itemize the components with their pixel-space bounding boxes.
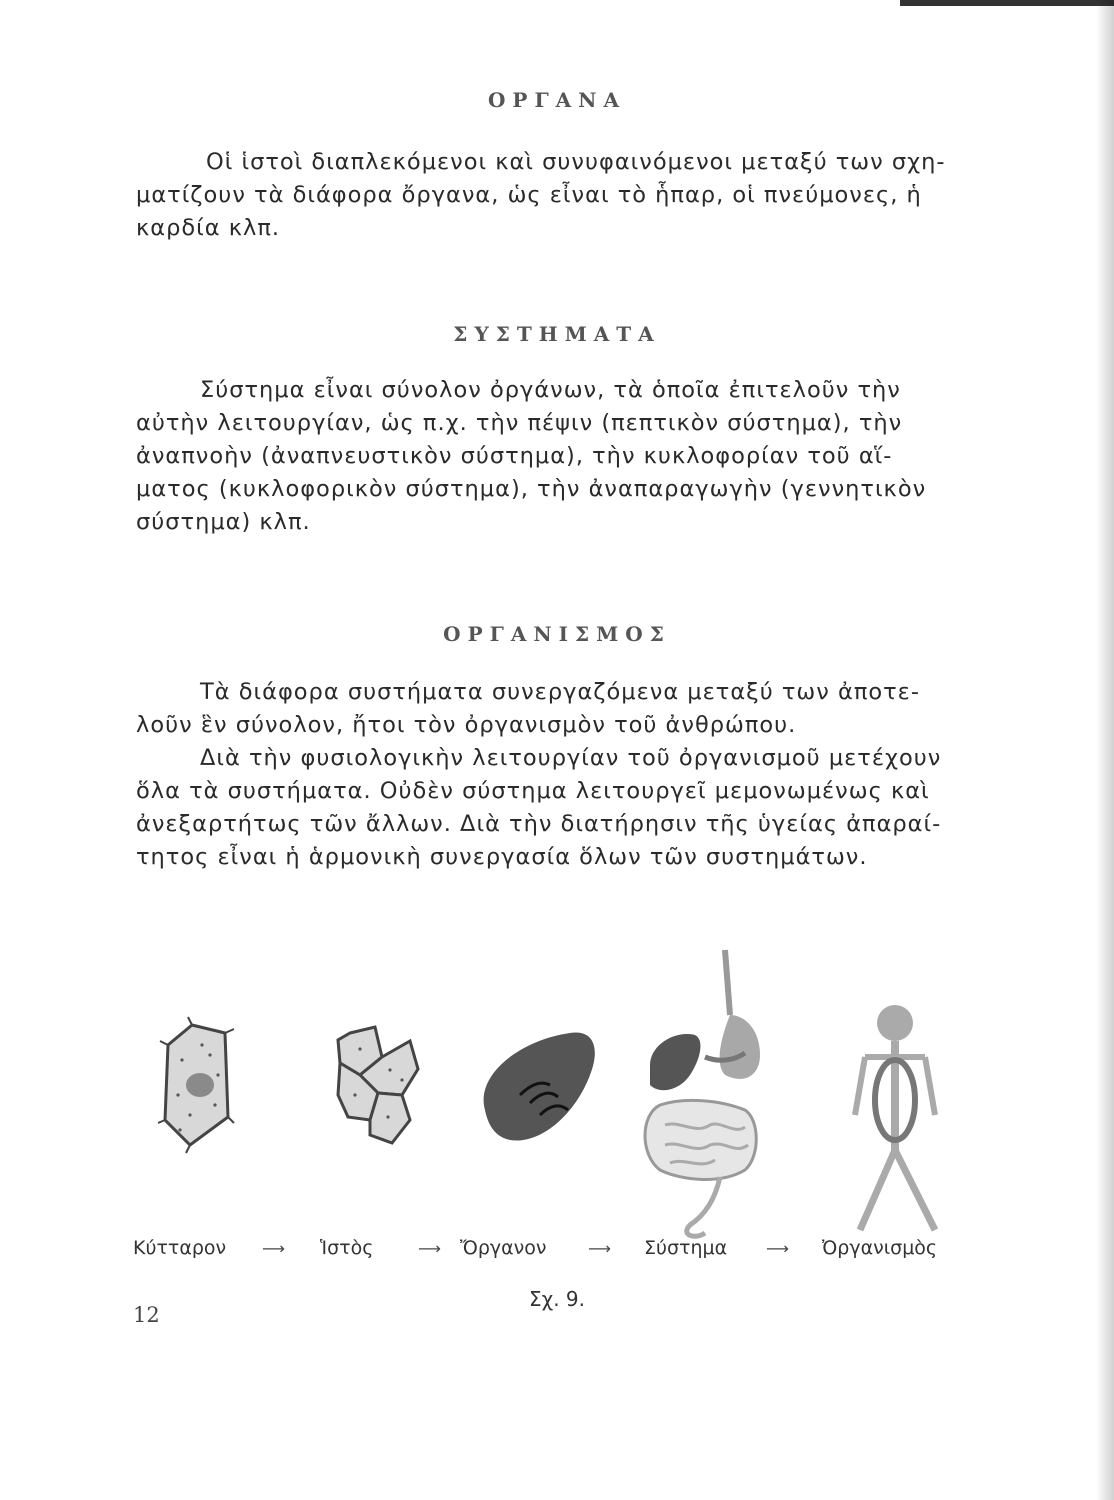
text-line: ἀναπνοὴν (ἀναπνευστικὸν σύστημα), τὴν κυκλοφορίαν τοῦ αἵ- bbox=[136, 443, 893, 469]
paragraph-systimata bbox=[136, 374, 978, 539]
text-line: ματίζουν τὰ διάφορα ὄργανα, ὡς εἶναι τὸ ἧπαρ, οἱ πνεύμονες, ἡ bbox=[136, 182, 922, 208]
organism-illustration bbox=[855, 1005, 935, 1230]
paragraph-organismos bbox=[136, 676, 978, 874]
page-number: 12 bbox=[133, 1303, 160, 1327]
figure-caption: Σχ. 9. bbox=[529, 1287, 585, 1311]
figure-cell-to-organism bbox=[120, 945, 1000, 1245]
text-line: ματος (κυκλοφορικὸν σύστημα), τὴν ἀναπαραγωγὴν (γεννητικὸν bbox=[136, 476, 927, 502]
cell-illustration bbox=[158, 1017, 234, 1153]
text-line: λοῦν ἓν σύνολον, ἤτοι τὸν ὀργανισμὸν τοῦ ἀνθρώπου. bbox=[136, 712, 797, 738]
text-line: ἀνεξαρτήτως τῶν ἄλλων. Διὰ τὴν διατήρησιν τῆς ὑγείας ἀπαραί- bbox=[136, 811, 942, 837]
heading-organa: ΟΡΓΑΝΑ bbox=[488, 88, 626, 112]
page-edge-shadow bbox=[1096, 0, 1114, 1500]
text-line: σύστημα) κλπ. bbox=[136, 509, 311, 535]
text-line: ὅλα τὰ συστήματα. Οὐδὲν σύστημα λειτουργεῖ μεμονωμένως καὶ bbox=[136, 778, 930, 804]
text-line: Τὰ διάφορα συστήματα συνεργαζόμενα μεταξύ των ἀποτε- bbox=[200, 679, 920, 705]
organ-illustration bbox=[484, 1033, 595, 1141]
label-system: Σύστημα bbox=[644, 1237, 728, 1259]
text-line: Σύστημα εἶναι σύνολον ὀργάνων, τὰ ὁποῖα ἐπιτελοῦν τὴν bbox=[200, 377, 901, 403]
system-illustration bbox=[645, 950, 760, 1236]
figure-labels bbox=[0, 1237, 1114, 1267]
scan-edge-shadow bbox=[900, 0, 1114, 6]
text-line: Διὰ τὴν φυσιολογικὴν λειτουργίαν τοῦ ὀργανισμοῦ μετέχουν bbox=[200, 745, 942, 771]
label-organ: Ὄργανον bbox=[460, 1237, 547, 1259]
arrow-icon: ⟶ bbox=[418, 1239, 441, 1258]
text-line: αὐτὴν λειτουργίαν, ὡς π.χ. τὴν πέψιν (πεπτικὸν σύστημα), τὴν bbox=[136, 410, 903, 436]
arrow-icon: ⟶ bbox=[588, 1239, 611, 1258]
label-tissue: Ἱστὸς bbox=[320, 1237, 374, 1259]
text-line: καρδία κλπ. bbox=[136, 215, 281, 241]
text-line: Οἱ ἱστοὶ διαπλεκόμενοι καὶ συνυφαινόμενοι μεταξύ των σχη- bbox=[206, 149, 946, 175]
paragraph-organa bbox=[136, 146, 978, 245]
figure-illustration bbox=[120, 945, 1000, 1245]
arrow-icon: ⟶ bbox=[262, 1239, 285, 1258]
heading-organismos: ΟΡΓΑΝΙΣΜΟΣ bbox=[443, 622, 671, 646]
heading-systimata: ΣΥΣΤΗΜΑΤΑ bbox=[453, 322, 661, 346]
tissue-illustration bbox=[338, 1027, 418, 1143]
label-cell: Κύτταρον bbox=[133, 1237, 227, 1259]
text-line: τητος εἶναι ἡ ἁρμονικὴ συνεργασία ὅλων τῶν συστημάτων. bbox=[136, 844, 868, 870]
arrow-icon: ⟶ bbox=[766, 1239, 789, 1258]
label-organism: Ὀργανισμὸς bbox=[822, 1237, 938, 1259]
